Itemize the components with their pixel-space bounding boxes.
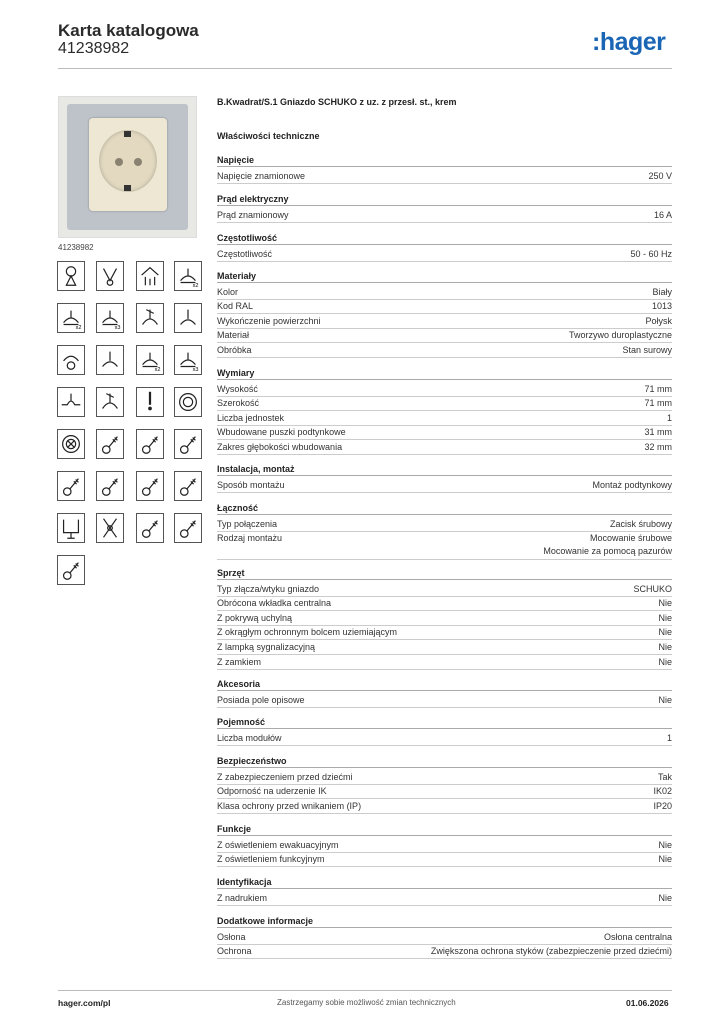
spec-value: Zacisk śrubowy (609, 518, 672, 529)
socket-earth-icon (96, 387, 124, 417)
spec-row (217, 785, 672, 799)
spec-label: Osłona (217, 931, 246, 942)
footer-disclaimer: Zastrzegamy sobie możliwość zmian technicznych (277, 998, 456, 1007)
socket-table-icon (57, 513, 85, 543)
spec-row (217, 945, 672, 959)
spec-row (217, 426, 672, 440)
spec-value: Nie (658, 612, 672, 623)
spec-label: Z oświetleniem ewakuacyjnym (217, 839, 339, 850)
section-title: Materiały (217, 271, 672, 283)
earth-clip (124, 131, 131, 137)
section-title: Łączność (217, 503, 672, 515)
socket-icon (96, 345, 124, 375)
spec-label: Z zabezpieczeniem przed dziećmi (217, 771, 353, 782)
key-switch-icon (96, 429, 124, 459)
spec-value: Nie (658, 839, 672, 850)
section-title: Napięcie (217, 155, 672, 167)
spec-value: 1 (666, 732, 672, 743)
socket-flat-icon (57, 387, 85, 417)
spec-value: Mocowanie za pomocą pazurów (543, 546, 672, 557)
spec-row (217, 612, 672, 626)
image-caption: 41238982 (58, 243, 94, 252)
key-switch-icon (136, 471, 164, 501)
spec-label: Kod RAL (217, 301, 254, 312)
spec-row (217, 800, 672, 814)
spec-value: Nie (658, 641, 672, 652)
catalog-number: 41238982 (58, 40, 130, 57)
spec-row (217, 931, 672, 945)
key-switch-icon (174, 429, 202, 459)
header-divider (58, 68, 672, 69)
spec-row (217, 656, 672, 670)
spec-value: 71 mm (644, 398, 672, 409)
hager-logo: :hager (592, 28, 666, 56)
spec-label: Zakres głębokości wbudowania (217, 441, 343, 452)
key-switch-icon (57, 471, 85, 501)
socket-x3-icon (174, 345, 202, 375)
spec-label: Z zamkiem (217, 656, 262, 667)
product-image (58, 96, 197, 238)
spec-value: Zwiększona ochrona styków (zabezpieczenie przed dziećmi) (430, 946, 672, 957)
spec-row (217, 732, 672, 746)
spec-value: Nie (658, 892, 672, 903)
key-switch-icon (174, 513, 202, 543)
spec-label: Wbudowane puszki podtynkowe (217, 427, 346, 438)
section-title: Funkcje (217, 824, 672, 836)
svg-text:x3: x3 (192, 367, 199, 374)
spec-row (217, 479, 672, 493)
spec-row (217, 412, 672, 426)
spec-label: Odporność na uderzenie IK (217, 786, 327, 797)
product-title: B.Kwadrat/S.1 Gniazdo SCHUKO z uz. z przesł. st., krem (217, 97, 457, 107)
socket-x3-icon (96, 303, 124, 333)
spec-label: Posiada pole opisowe (217, 694, 305, 705)
spec-row (217, 170, 672, 184)
spec-row (217, 286, 672, 300)
spec-label: Wykończenie powierzchni (217, 315, 321, 326)
spec-label: Wysokość (217, 383, 258, 394)
spec-label: Napięcie znamionowe (217, 170, 306, 181)
spec-value: 50 - 60 Hz (630, 248, 672, 259)
spec-row (217, 248, 672, 262)
ring-icon (174, 387, 202, 417)
spec-row (217, 641, 672, 655)
spec-label: Sposób montażu (217, 479, 285, 490)
spec-row (217, 694, 672, 708)
house-symbol-icon (136, 261, 164, 291)
spec-value: 71 mm (644, 383, 672, 394)
spec-label: Z nadrukiem (217, 892, 268, 903)
spec-row (217, 441, 672, 455)
socket-x2-icon (174, 261, 202, 291)
spec-value: Nie (658, 598, 672, 609)
spec-value: 16 A (653, 209, 672, 220)
spec-row (217, 518, 672, 532)
socket-lamp-icon (57, 345, 85, 375)
spec-value: 31 mm (644, 427, 672, 438)
svg-text:x2: x2 (154, 367, 161, 374)
spec-label: Z oświetleniem funkcyjnym (217, 854, 325, 865)
footer-date: 01.06.2026 (626, 998, 669, 1008)
spec-value: Nie (658, 694, 672, 705)
spec-value: Nie (658, 656, 672, 667)
spec-label: Z pokrywą uchylną (217, 612, 293, 623)
key-switch-icon (57, 555, 85, 585)
spec-label: Prąd znamionowy (217, 209, 289, 220)
spec-value: Nie (658, 854, 672, 865)
socket-cup (99, 130, 157, 192)
spec-label: Z okrągłym ochronnym bolcem uziemiającym (217, 627, 398, 638)
spec-row (217, 315, 672, 329)
section-title: Prąd elektryczny (217, 194, 672, 206)
spec-row (217, 344, 672, 358)
key-switch-icon (136, 513, 164, 543)
spec-row (217, 397, 672, 411)
earth-clip (124, 185, 131, 191)
spec-value: Osłona centralna (603, 931, 672, 942)
spec-value: Mocowanie śrubowe (589, 533, 672, 544)
spec-label: Materiał (217, 330, 250, 341)
footer-divider (58, 990, 672, 991)
switch-symbol-icon (96, 261, 124, 291)
spec-value: IP20 (653, 800, 672, 811)
spec-value: 250 V (648, 170, 672, 181)
key-switch-icon (136, 429, 164, 459)
socket-x2-icon (57, 303, 85, 333)
section-title: Instalacja, montaż (217, 464, 672, 476)
spec-row (217, 383, 672, 397)
spec-label: Liczba jednostek (217, 412, 285, 423)
socket-pin (134, 158, 142, 166)
section-title: Pojemność (217, 717, 672, 729)
socket-icon (174, 303, 202, 333)
cross-circle-icon (57, 429, 85, 459)
spec-row (217, 626, 672, 640)
footer-website[interactable]: hager.com/pl (58, 998, 111, 1008)
spec-value: 1 (666, 412, 672, 423)
properties-heading: Właściwości techniczne (217, 131, 320, 141)
spec-label: Liczba modułów (217, 732, 282, 743)
lamp-symbol-icon (57, 261, 85, 291)
spec-row (217, 853, 672, 867)
crossover-switch-icon (96, 513, 124, 543)
spec-row (217, 209, 672, 223)
spec-label: Rodzaj montażu (217, 533, 283, 544)
socket-earth-icon (136, 303, 164, 333)
spec-row (217, 597, 672, 611)
socket-pin (115, 158, 123, 166)
spec-value: Stan surowy (622, 344, 672, 355)
key-switch-icon (174, 471, 202, 501)
spec-value: IK02 (653, 786, 672, 797)
spec-label: Częstotliwość (217, 248, 273, 259)
spec-value: Tak (657, 771, 672, 782)
section-title: Bezpieczeństwo (217, 756, 672, 768)
key-switch-icon (96, 471, 124, 501)
spec-value: Montaż podtynkowy (592, 479, 672, 490)
spec-label: Szerokość (217, 398, 260, 409)
spec-value: 1013 (651, 301, 672, 312)
spec-value: SCHUKO (633, 583, 672, 594)
section-title: Częstotliwość (217, 233, 672, 245)
spec-label: Ochrona (217, 946, 252, 957)
section-title: Wymiary (217, 368, 672, 380)
spec-row (217, 329, 672, 343)
spec-value: 32 mm (644, 441, 672, 452)
spec-value: Tworzywo duroplastyczne (568, 330, 672, 341)
spec-row (217, 583, 672, 597)
spec-label: Obróbka (217, 344, 252, 355)
spec-row (217, 300, 672, 314)
section-title: Akcesoria (217, 679, 672, 691)
section-title: Sprzęt (217, 568, 672, 580)
spec-label: Typ połączenia (217, 518, 278, 529)
svg-text:x3: x3 (114, 325, 121, 332)
spec-value: Biały (652, 286, 672, 297)
spec-label: Z lampką sygnalizacyjną (217, 641, 316, 652)
spec-label: Kolor (217, 286, 239, 297)
spec-row (217, 839, 672, 853)
spec-label: Obrócona wkładka centralna (217, 598, 332, 609)
spec-row (217, 771, 672, 785)
spec-value: Połysk (645, 315, 672, 326)
socket-x2-icon (136, 345, 164, 375)
spec-value: Nie (658, 627, 672, 638)
spec-label: Klasa ochrony przed wnikaniem (IP) (217, 800, 362, 811)
pushbutton-icon (136, 387, 164, 417)
spec-label: Typ złącza/wtyku gniazdo (217, 583, 320, 594)
spec-row (217, 892, 672, 906)
spec-row (217, 532, 672, 560)
section-title: Dodatkowe informacje (217, 916, 672, 928)
svg-text:x2: x2 (192, 283, 199, 290)
page-title: Karta katalogowa (58, 21, 199, 40)
section-title: Identyfikacja (217, 877, 672, 889)
svg-text:x2: x2 (75, 325, 82, 332)
